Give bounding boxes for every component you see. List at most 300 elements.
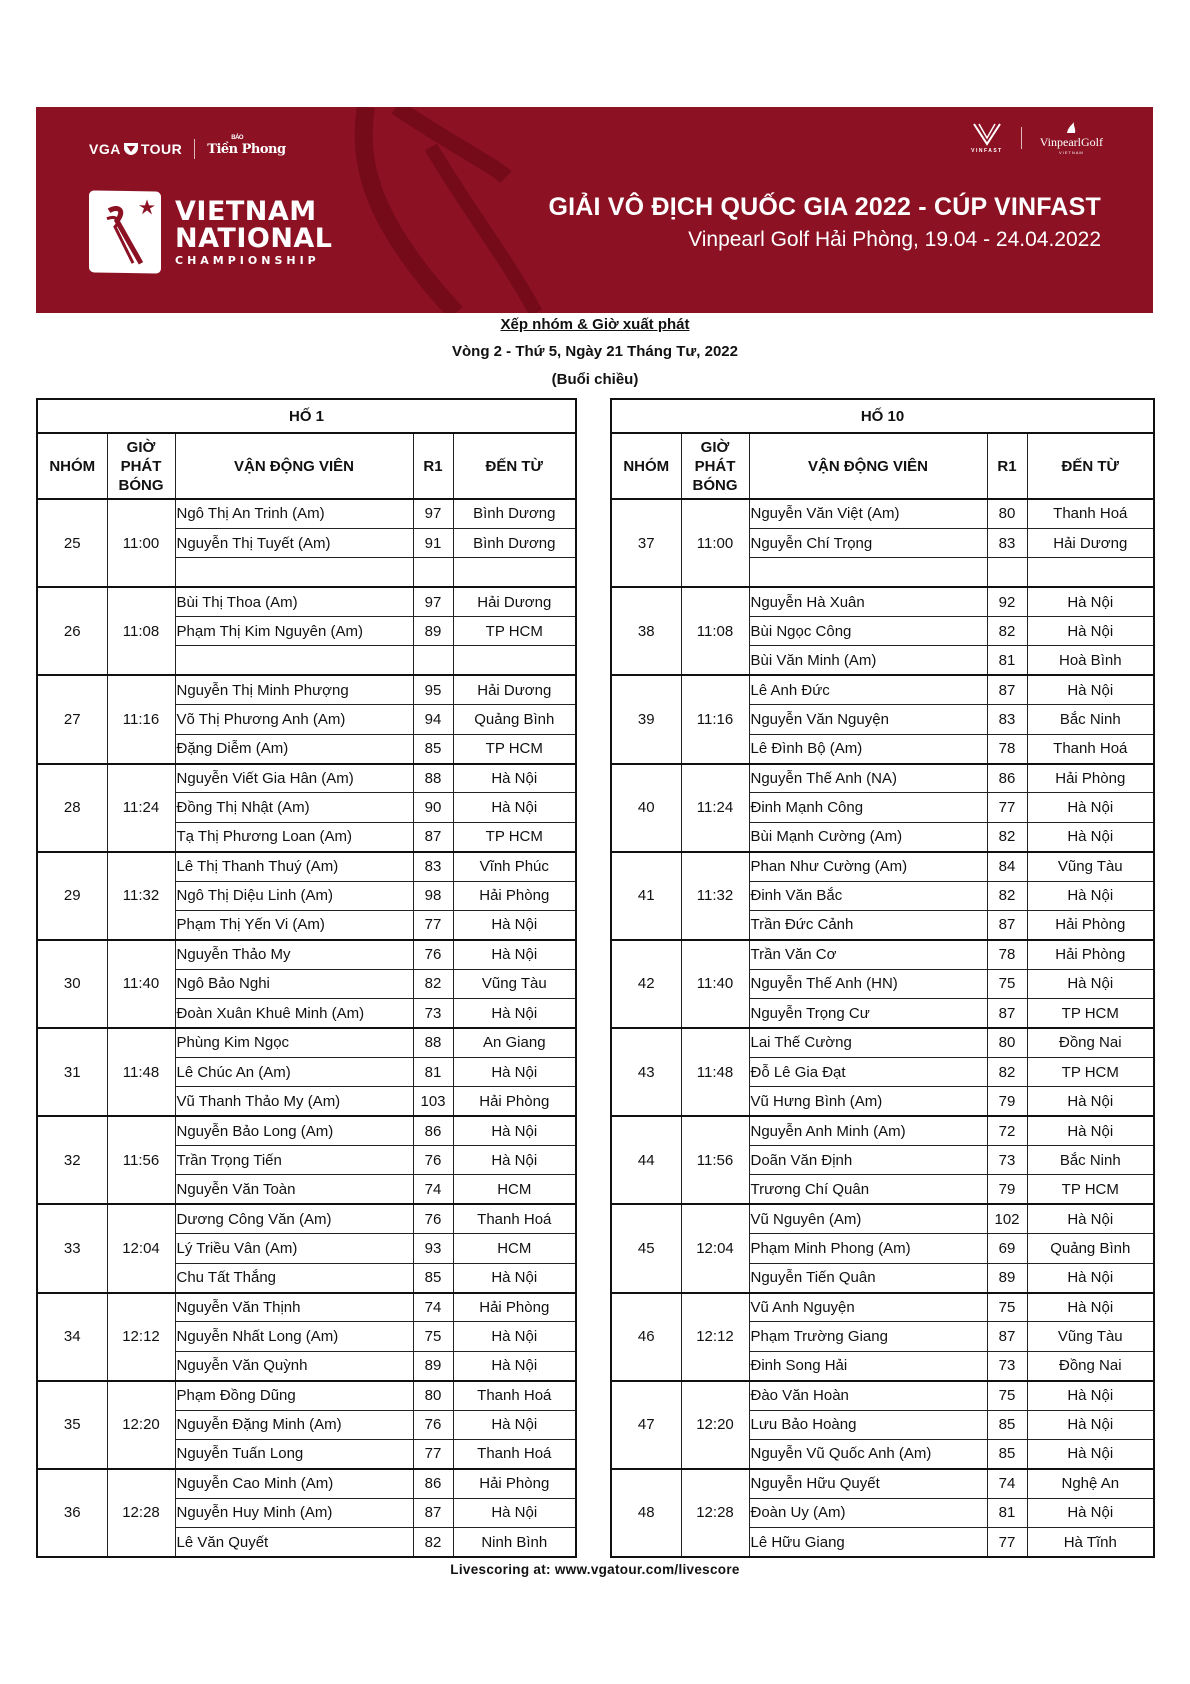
r1-score: 76 — [413, 940, 453, 969]
divider — [194, 139, 195, 159]
player-origin: Hải Dương — [453, 675, 576, 704]
player-name: Nguyễn Đặng Minh (Am) — [175, 1410, 413, 1439]
group-number: 41 — [611, 852, 681, 940]
player-name: Nguyễn Văn Việt (Am) — [749, 499, 987, 528]
col-player: VẬN ĐỘNG VIÊN — [749, 433, 987, 499]
tee-time: 12:04 — [107, 1204, 175, 1292]
player-origin: Hà Nội — [453, 1322, 576, 1351]
tee-times-table-hole-10 — [610, 398, 1155, 1558]
r1-score: 87 — [413, 1498, 453, 1527]
player-origin: Hà Nội — [453, 1057, 576, 1086]
player-name: Chu Tất Thắng — [175, 1263, 413, 1292]
player-name: Nguyễn Văn Nguyện — [749, 705, 987, 734]
tee-time: 11:24 — [681, 764, 749, 852]
player-origin — [453, 558, 576, 587]
player-name: Doãn Văn Định — [749, 1146, 987, 1175]
tee-time: 12:12 — [681, 1293, 749, 1381]
r1-score: 76 — [413, 1204, 453, 1233]
player-name: Nguyễn Bảo Long (Am) — [175, 1116, 413, 1145]
r1-score: 74 — [987, 1469, 1027, 1498]
vinpearl-golf-logo: VinpearlGolf VIETNAM — [1040, 121, 1103, 155]
tee-time: 11:40 — [681, 940, 749, 1028]
tee-time: 11:32 — [107, 852, 175, 940]
player-origin: Hà Nội — [1027, 1381, 1154, 1410]
player-origin: Bắc Ninh — [1027, 1146, 1154, 1175]
r1-score: 102 — [987, 1204, 1027, 1233]
player-name: Đinh Song Hải — [749, 1351, 987, 1380]
logo-line-2: NATIONAL — [175, 222, 333, 254]
document-title: Xếp nhóm & Giờ xuất phát — [500, 316, 690, 333]
player-origin: Thanh Hoá — [453, 1440, 576, 1469]
r1-score: 75 — [413, 1322, 453, 1351]
r1-score: 92 — [987, 587, 1027, 616]
player-name: Ngô Thị An Trinh (Am) — [175, 499, 413, 528]
player-name: Trần Đức Cảnh — [749, 910, 987, 939]
golfer-mark-icon — [89, 190, 161, 273]
tee-time: 11:48 — [681, 1028, 749, 1116]
player-origin: Hà Nội — [453, 764, 576, 793]
shield-icon — [123, 142, 139, 156]
player-name: Đinh Mạnh Công — [749, 793, 987, 822]
player-name: Đồng Thị Nhật (Am) — [175, 793, 413, 822]
hole-header: HỐ 10 — [611, 399, 1154, 433]
player-origin: Vĩnh Phúc — [453, 852, 576, 881]
player-name: Nguyễn Huy Minh (Am) — [175, 1498, 413, 1527]
group-number: 25 — [37, 499, 107, 587]
player-origin: An Giang — [453, 1028, 576, 1057]
player-name — [175, 646, 413, 675]
vinfast-logo: VINFAST — [971, 122, 1003, 154]
player-name: Lê Anh Đức — [749, 675, 987, 704]
player-origin: Hà Nội — [1027, 675, 1154, 704]
table-row — [611, 1028, 1154, 1057]
r1-score — [413, 558, 453, 587]
player-origin: TP HCM — [453, 734, 576, 763]
player-origin: Hà Nội — [1027, 969, 1154, 998]
r1-score: 97 — [413, 587, 453, 616]
player-origin: Hà Nội — [1027, 881, 1154, 910]
player-name: Lưu Bảo Hoàng — [749, 1410, 987, 1439]
r1-score: 81 — [987, 1498, 1027, 1527]
tee-time: 11:16 — [107, 675, 175, 763]
player-origin: Vũng Tàu — [453, 969, 576, 998]
player-origin: Hải Phòng — [1027, 764, 1154, 793]
tee-times-table-hole-1 — [36, 398, 577, 1558]
player-origin: Hà Nội — [1027, 617, 1154, 646]
player-name: Ngô Thị Diệu Linh (Am) — [175, 881, 413, 910]
player-name: Phạm Thị Kim Nguyên (Am) — [175, 617, 413, 646]
player-name: Phạm Thị Yến Vi (Am) — [175, 910, 413, 939]
tee-time: 11:40 — [107, 940, 175, 1028]
player-origin: Hà Nội — [1027, 822, 1154, 851]
player-origin: Hà Nội — [1027, 793, 1154, 822]
player-origin: TP HCM — [453, 617, 576, 646]
r1-score: 75 — [987, 969, 1027, 998]
group-number: 40 — [611, 764, 681, 852]
r1-score: 77 — [987, 793, 1027, 822]
player-name: Nguyễn Viết Gia Hân (Am) — [175, 764, 413, 793]
r1-score: 88 — [413, 764, 453, 793]
r1-score: 77 — [413, 1440, 453, 1469]
group-number: 29 — [37, 852, 107, 940]
player-origin — [1027, 558, 1154, 587]
player-name: Phạm Đồng Dũng — [175, 1381, 413, 1410]
player-origin: Hà Nội — [453, 1498, 576, 1527]
player-name: Bùi Thị Thoa (Am) — [175, 587, 413, 616]
r1-score: 89 — [987, 1263, 1027, 1292]
round-date: Vòng 2 - Thứ 5, Ngày 21 Tháng Tư, 2022 — [452, 343, 738, 360]
r1-score: 79 — [987, 1175, 1027, 1204]
r1-score: 79 — [987, 1087, 1027, 1116]
player-name: Phan Như Cường (Am) — [749, 852, 987, 881]
player-origin: Thanh Hoá — [453, 1204, 576, 1233]
tee-time: 12:28 — [681, 1469, 749, 1557]
group-number: 31 — [37, 1028, 107, 1116]
player-name: Lê Văn Quyết — [175, 1528, 413, 1557]
r1-score: 81 — [413, 1057, 453, 1086]
group-number: 34 — [37, 1293, 107, 1381]
r1-score: 91 — [413, 528, 453, 557]
player-name: Lý Triều Vân (Am) — [175, 1234, 413, 1263]
player-origin: TP HCM — [1027, 1175, 1154, 1204]
player-origin: Thanh Hoá — [1027, 499, 1154, 528]
player-name: Bùi Ngọc Công — [749, 617, 987, 646]
player-name: Nguyễn Thảo My — [175, 940, 413, 969]
player-name: Đặng Diễm (Am) — [175, 734, 413, 763]
table-row — [37, 1116, 576, 1145]
group-number: 36 — [37, 1469, 107, 1557]
player-origin: Vũng Tàu — [1027, 1322, 1154, 1351]
table-row — [37, 587, 576, 616]
tee-time: 11:56 — [107, 1116, 175, 1204]
r1-score: 90 — [413, 793, 453, 822]
vinfast-v-icon — [972, 122, 1002, 146]
player-name: Đoàn Xuân Khuê Minh (Am) — [175, 999, 413, 1028]
vga-tour-logo: VGA TOUR — [89, 141, 183, 157]
divider — [1021, 127, 1022, 149]
player-name: Nguyễn Thị Minh Phượng — [175, 675, 413, 704]
r1-score: 89 — [413, 1351, 453, 1380]
tien-phong-name: Tiền Phong — [207, 141, 286, 157]
r1-score: 103 — [413, 1087, 453, 1116]
tee-time: 11:56 — [681, 1116, 749, 1204]
r1-score: 74 — [413, 1293, 453, 1322]
table-row — [37, 764, 576, 793]
player-origin: Hà Nội — [1027, 1087, 1154, 1116]
player-name: Phạm Minh Phong (Am) — [749, 1234, 987, 1263]
player-origin: Bắc Ninh — [1027, 705, 1154, 734]
player-name: Võ Thị Phương Anh (Am) — [175, 705, 413, 734]
player-name: Đào Văn Hoàn — [749, 1381, 987, 1410]
r1-score: 73 — [987, 1146, 1027, 1175]
player-name: Bùi Văn Minh (Am) — [749, 646, 987, 675]
r1-score: 87 — [987, 1322, 1027, 1351]
group-number: 39 — [611, 675, 681, 763]
col-r1: R1 — [413, 433, 453, 499]
player-origin: Hà Nội — [453, 1116, 576, 1145]
tee-time: 11:16 — [681, 675, 749, 763]
player-origin: Hà Nội — [1027, 1410, 1154, 1439]
player-origin: Hà Nội — [1027, 1498, 1154, 1527]
player-origin: Hà Tĩnh — [1027, 1528, 1154, 1557]
player-origin: Hà Nội — [1027, 1116, 1154, 1145]
player-name: Nguyễn Hà Xuân — [749, 587, 987, 616]
player-origin: Hà Nội — [453, 793, 576, 822]
player-name: Trương Chí Quân — [749, 1175, 987, 1204]
r1-score: 77 — [987, 1528, 1027, 1557]
tee-time: 11:00 — [107, 499, 175, 587]
player-name: Tạ Thị Phương Loan (Am) — [175, 822, 413, 851]
player-origin: Nghệ An — [1027, 1469, 1154, 1498]
player-origin: Hải Phòng — [1027, 940, 1154, 969]
r1-score: 81 — [987, 646, 1027, 675]
r1-score: 83 — [987, 705, 1027, 734]
r1-score: 82 — [987, 617, 1027, 646]
r1-score: 93 — [413, 1234, 453, 1263]
player-name: Nguyễn Trọng Cư — [749, 999, 987, 1028]
player-origin: Hà Nội — [453, 1146, 576, 1175]
table-row — [611, 852, 1154, 881]
group-number: 35 — [37, 1381, 107, 1469]
group-number: 42 — [611, 940, 681, 1028]
player-name: Nguyễn Văn Toàn — [175, 1175, 413, 1204]
table-row — [611, 675, 1154, 704]
group-number: 28 — [37, 764, 107, 852]
group-number: 33 — [37, 1204, 107, 1292]
tee-time: 12:12 — [107, 1293, 175, 1381]
player-origin: Quảng Bình — [1027, 1234, 1154, 1263]
player-name: Lê Thị Thanh Thuý (Am) — [175, 852, 413, 881]
logo-line-3: CHAMPIONSHIP — [175, 253, 320, 267]
group-number: 32 — [37, 1116, 107, 1204]
tee-time: 11:08 — [681, 587, 749, 675]
player-name: Nguyễn Tuấn Long — [175, 1440, 413, 1469]
r1-score: 77 — [413, 910, 453, 939]
player-origin: Thanh Hoá — [1027, 734, 1154, 763]
tee-time: 12:04 — [681, 1204, 749, 1292]
player-name: Nguyễn Vũ Quốc Anh (Am) — [749, 1440, 987, 1469]
col-group: NHÓM — [611, 433, 681, 499]
r1-score: 97 — [413, 499, 453, 528]
col-tee-time: GIỜ PHÁT BÓNG — [107, 433, 175, 499]
player-name: Nguyễn Tiến Quân — [749, 1263, 987, 1292]
table-row — [37, 1028, 576, 1057]
tien-phong-logo — [207, 134, 286, 157]
player-name: Vũ Anh Nguyện — [749, 1293, 987, 1322]
group-number: 38 — [611, 587, 681, 675]
table-row — [37, 940, 576, 969]
sponsor-logos-left — [89, 134, 286, 159]
r1-score: 98 — [413, 881, 453, 910]
player-name: Lê Hữu Giang — [749, 1528, 987, 1557]
player-origin: Hải Dương — [453, 587, 576, 616]
r1-score: 84 — [987, 852, 1027, 881]
r1-score: 87 — [987, 910, 1027, 939]
table-row — [37, 1204, 576, 1233]
player-name: Vũ Nguyên (Am) — [749, 1204, 987, 1233]
table-row — [37, 1469, 576, 1498]
player-name: Lê Chúc An (Am) — [175, 1057, 413, 1086]
tee-time: 12:28 — [107, 1469, 175, 1557]
table-row — [611, 940, 1154, 969]
r1-score: 87 — [987, 999, 1027, 1028]
hole-header: HỐ 1 — [37, 399, 576, 433]
r1-score: 82 — [987, 881, 1027, 910]
r1-score: 86 — [413, 1469, 453, 1498]
table-row — [37, 499, 576, 528]
vinpearl-bird-icon — [1064, 121, 1078, 135]
tien-phong-bao-label: BÁO — [231, 134, 244, 141]
player-origin: Hà Nội — [453, 940, 576, 969]
r1-score: 88 — [413, 1028, 453, 1057]
player-name: Nguyễn Văn Quỳnh — [175, 1351, 413, 1380]
player-origin: TP HCM — [1027, 999, 1154, 1028]
r1-score: 72 — [987, 1116, 1027, 1145]
r1-score: 80 — [987, 499, 1027, 528]
r1-score: 75 — [987, 1381, 1027, 1410]
group-number: 44 — [611, 1116, 681, 1204]
player-origin: Hải Phòng — [453, 881, 576, 910]
player-name: Đoàn Uy (Am) — [749, 1498, 987, 1527]
tee-time: 12:20 — [107, 1381, 175, 1469]
player-name: Bùi Mạnh Cường (Am) — [749, 822, 987, 851]
r1-score: 73 — [413, 999, 453, 1028]
player-origin: Hải Phòng — [453, 1293, 576, 1322]
player-name: Đinh Văn Bắc — [749, 881, 987, 910]
col-from: ĐẾN TỪ — [1027, 433, 1154, 499]
livescoring-link[interactable]: Livescoring at: www.vgatour.com/livescore — [450, 1562, 740, 1577]
championship-logo — [89, 191, 333, 273]
player-name: Nguyễn Nhất Long (Am) — [175, 1322, 413, 1351]
group-number: 47 — [611, 1381, 681, 1469]
r1-score: 87 — [413, 822, 453, 851]
table-row — [37, 675, 576, 704]
player-origin: Hải Phòng — [453, 1469, 576, 1498]
r1-score: 75 — [987, 1293, 1027, 1322]
player-origin: Hà Nội — [453, 999, 576, 1028]
r1-score — [413, 646, 453, 675]
player-origin: HCM — [453, 1234, 576, 1263]
r1-score: 80 — [413, 1381, 453, 1410]
table-row — [611, 1381, 1154, 1410]
player-origin: Hà Nội — [1027, 1293, 1154, 1322]
tee-time: 11:00 — [681, 499, 749, 587]
player-name: Vũ Thanh Thảo My (Am) — [175, 1087, 413, 1116]
table-row — [611, 1469, 1154, 1498]
tee-time: 11:24 — [107, 764, 175, 852]
player-origin: Đồng Nai — [1027, 1028, 1154, 1057]
table-row — [611, 764, 1154, 793]
r1-score: 85 — [413, 1263, 453, 1292]
r1-score: 80 — [987, 1028, 1027, 1057]
player-name: Đỗ Lê Gia Đạt — [749, 1057, 987, 1086]
event-subtitle: Vinpearl Golf Hải Phòng, 19.04 - 24.04.2022 — [688, 228, 1101, 251]
col-from: ĐẾN TỪ — [453, 433, 576, 499]
player-name: Phạm Trường Giang — [749, 1322, 987, 1351]
logo-line-1: VIETNAM — [175, 195, 317, 227]
player-origin: Ninh Bình — [453, 1528, 576, 1557]
player-origin: Bình Dương — [453, 528, 576, 557]
player-origin: Hà Nội — [453, 1410, 576, 1439]
r1-score: 82 — [413, 969, 453, 998]
r1-score: 78 — [987, 940, 1027, 969]
col-r1: R1 — [987, 433, 1027, 499]
player-origin: Hà Nội — [453, 1263, 576, 1292]
session-label: (Buổi chiều) — [551, 371, 639, 388]
player-name: Nguyễn Anh Minh (Am) — [749, 1116, 987, 1145]
tee-time: 11:08 — [107, 587, 175, 675]
col-player: VẬN ĐỘNG VIÊN — [175, 433, 413, 499]
r1-score: 76 — [413, 1410, 453, 1439]
player-name: Nguyễn Thị Tuyết (Am) — [175, 528, 413, 557]
table-row — [611, 1293, 1154, 1322]
table-row — [611, 1204, 1154, 1233]
player-origin: Vũng Tàu — [1027, 852, 1154, 881]
r1-score: 83 — [987, 528, 1027, 557]
player-name: Nguyễn Hữu Quyết — [749, 1469, 987, 1498]
player-origin: Hà Nội — [453, 910, 576, 939]
player-origin: HCM — [453, 1175, 576, 1204]
player-origin: Quảng Bình — [453, 705, 576, 734]
group-number: 37 — [611, 499, 681, 587]
player-origin: Hà Nội — [1027, 1204, 1154, 1233]
group-number: 43 — [611, 1028, 681, 1116]
player-origin — [453, 646, 576, 675]
r1-score: 82 — [987, 822, 1027, 851]
r1-score: 95 — [413, 675, 453, 704]
player-name: Nguyễn Thế Anh (HN) — [749, 969, 987, 998]
player-name: Phùng Kim Ngọc — [175, 1028, 413, 1057]
player-name: Lai Thế Cường — [749, 1028, 987, 1057]
player-name: Nguyễn Thế Anh (NA) — [749, 764, 987, 793]
player-name: Trần Văn Cơ — [749, 940, 987, 969]
group-number: 26 — [37, 587, 107, 675]
player-origin: Đồng Nai — [1027, 1351, 1154, 1380]
tee-time: 12:20 — [681, 1381, 749, 1469]
tee-time: 11:32 — [681, 852, 749, 940]
r1-score: 86 — [413, 1116, 453, 1145]
col-tee-time: GIỜ PHÁT BÓNG — [681, 433, 749, 499]
r1-score: 94 — [413, 705, 453, 734]
player-origin: Thanh Hoá — [453, 1381, 576, 1410]
group-number: 27 — [37, 675, 107, 763]
table-row — [611, 587, 1154, 616]
r1-score: 82 — [987, 1057, 1027, 1086]
table-row — [37, 1381, 576, 1410]
player-name: Ngô Bảo Nghi — [175, 969, 413, 998]
player-origin: Hà Nội — [1027, 1263, 1154, 1292]
player-origin: Hà Nội — [1027, 1440, 1154, 1469]
r1-score: 85 — [987, 1410, 1027, 1439]
group-number: 46 — [611, 1293, 681, 1381]
table-row — [611, 499, 1154, 528]
table-row — [37, 1293, 576, 1322]
r1-score: 74 — [413, 1175, 453, 1204]
r1-score: 85 — [413, 734, 453, 763]
r1-score: 86 — [987, 764, 1027, 793]
player-name — [175, 558, 413, 587]
table-row — [611, 1116, 1154, 1145]
r1-score: 87 — [987, 675, 1027, 704]
group-number: 48 — [611, 1469, 681, 1557]
player-origin: Hà Nội — [1027, 587, 1154, 616]
player-name: Nguyễn Chí Trọng — [749, 528, 987, 557]
player-name: Dương Công Văn (Am) — [175, 1204, 413, 1233]
player-origin: Bình Dương — [453, 499, 576, 528]
header-banner — [36, 107, 1153, 313]
tee-time: 11:48 — [107, 1028, 175, 1116]
player-origin: Hải Dương — [1027, 528, 1154, 557]
